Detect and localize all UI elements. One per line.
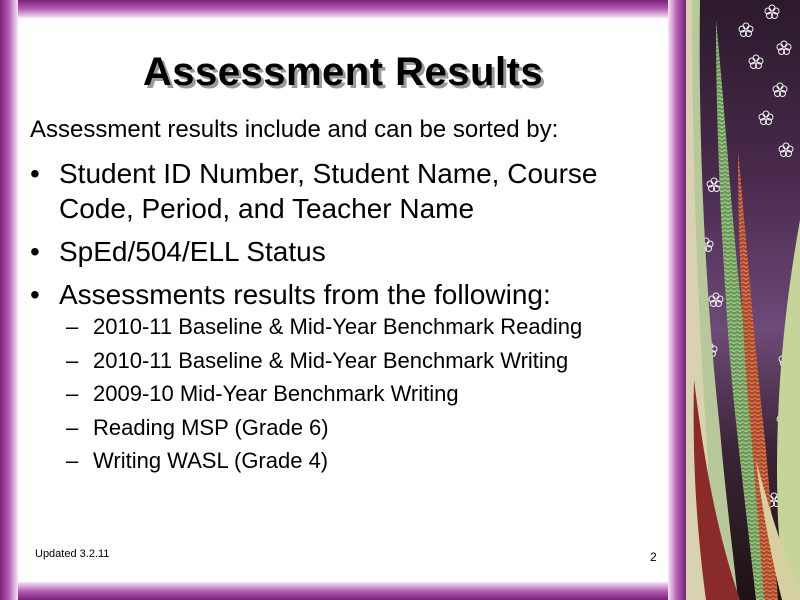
footer-updated-date: Updated 3.2.11 (35, 548, 110, 560)
sub-bullet-item (66, 381, 666, 407)
sub-bullet-text: Writing WASL (Grade 4) (93, 448, 329, 473)
sub-bullet-glyph: – (66, 347, 79, 373)
sub-bullet-item (66, 448, 666, 474)
sub-bullet-text: 2009-10 Mid-Year Benchmark Writing (93, 381, 459, 406)
bullet-list (30, 156, 660, 320)
slide-title: Assessment Results (142, 50, 544, 94)
intro-text: Assessment results include and can be sorted by: (30, 116, 559, 143)
bullet-item (30, 234, 660, 269)
page-number: 2 (650, 550, 657, 564)
bullet-text: Student ID Number, Student Name, Course Code, Period, and Teacher Name (59, 158, 598, 224)
sub-bullet-item (66, 314, 666, 340)
bullet-text: Assessments results from the following: (59, 279, 551, 310)
sub-bullet-list (66, 314, 666, 482)
bullet-item (30, 277, 660, 312)
sub-bullet-text: 2010-11 Baseline & Mid-Year Benchmark Writing (93, 347, 569, 373)
bullet-glyph: • (30, 158, 40, 189)
bullet-text: SpEd/504/ELL Status (59, 236, 326, 267)
sub-bullet-glyph: – (66, 448, 79, 473)
sub-bullet-item (66, 415, 666, 441)
bullet-item (30, 156, 660, 226)
floral-decoration-icon (686, 0, 800, 600)
bullet-glyph: • (30, 279, 40, 310)
sub-bullet-item (66, 348, 666, 374)
slide-border-top (0, 0, 686, 18)
sub-bullet-glyph: – (66, 414, 79, 440)
sub-bullet-glyph: – (66, 314, 79, 339)
sub-bullet-text: 2010-11 Baseline & Mid-Year Benchmark Reading (93, 314, 583, 339)
bullet-glyph: • (30, 236, 40, 267)
sub-bullet-text: Reading MSP (Grade 6) (93, 414, 329, 440)
slide-border-bottom (0, 582, 686, 600)
sub-bullet-glyph: – (66, 381, 79, 406)
